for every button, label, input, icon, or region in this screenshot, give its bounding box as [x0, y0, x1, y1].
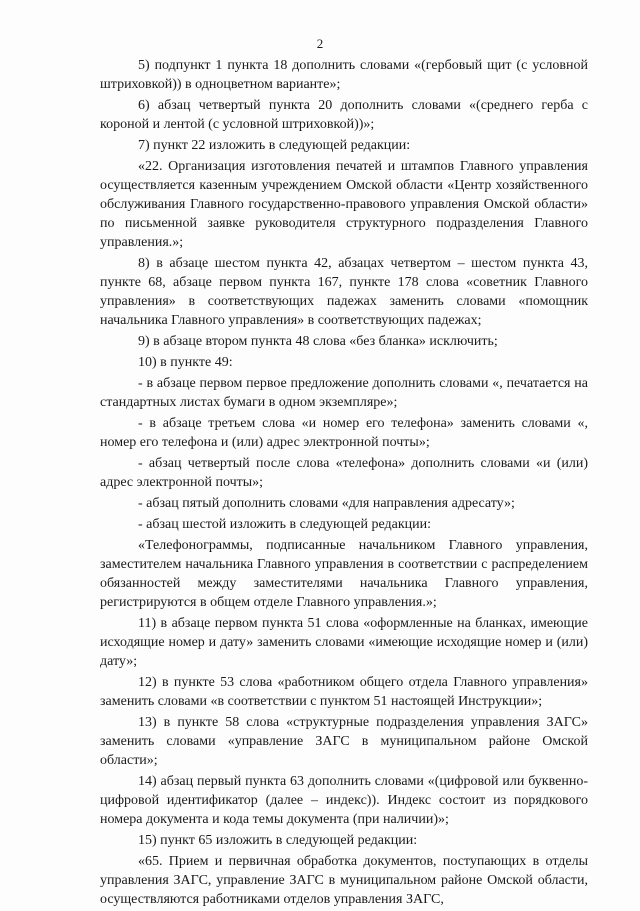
list-item: - абзац четвертый после слова «телефона» дополнить словами «и (или) адрес электронной почты»;: [100, 456, 588, 490]
paragraph: 9) в абзаце втором пункта 48 слова «без бланка» исключить;: [138, 334, 498, 349]
paragraph: 14) абзац первый пункта 63 дополнить словами «(цифровой или буквенно-цифровой идентификатор (далее – индекс)). Индекс состоит из порядкового номера документа и кода темы документа (при наличии)»;: [100, 774, 588, 827]
paragraph: «Телефонограммы, подписанные начальником Главного управления, заместителем начальника Главного управления в соответствии с распределением обязанностей между заместителями начальника Главного управления, регистрируются в общем отделе Главного управления.»;: [100, 538, 588, 610]
paragraph: 11) в абзаце первом пункта 51 слова «оформленные на бланках, имеющие исходящие номер и дату» заменить словами «имеющие исходящие номер и (или) дату»;: [100, 616, 588, 669]
paragraph: «65. Прием и первичная обработка документов, поступающих в отделы управления ЗАГС, управление ЗАГС в муниципальном районе Омской области, осуществляются работниками отделов управления ЗАГС,: [100, 854, 588, 907]
paragraph: «22. Организация изготовления печатей и штампов Главного управления осуществляется казенным учреждением Омской области «Центр хозяйственного обслуживания Главного государственно-правового управления Омской области» по письменной заявке руководителя структурного подразделения Главного управления.»;: [100, 159, 588, 250]
paragraph: 12) в пункте 53 слова «работником общего отдела Главного управления» заменить словами «в соответствии с пунктом 51 настоящей Инструкции»;: [100, 675, 588, 709]
paragraph: 6) абзац четвертый пункта 20 дополнить словами «(среднего герба с короной и лентой (с условной штриховкой))»;: [100, 98, 588, 132]
list-item: - в абзаце третьем слова «и номер его телефона» заменить словами «, номер его телефона и (или) адрес электронной почты»;: [100, 416, 588, 450]
list-item: - в абзаце первом первое предложение дополнить словами «, печатается на стандартных листах бумаги в одном экземпляре»;: [100, 376, 588, 410]
paragraph: 10) в пункте 49:: [138, 355, 233, 370]
paragraph: 7) пункт 22 изложить в следующей редакции:: [138, 138, 411, 153]
page-number: 2: [316, 36, 324, 51]
paragraph: 15) пункт 65 изложить в следующей редакции:: [138, 833, 418, 848]
list-item: - абзац пятый дополнить словами «для направления адресату»;: [138, 496, 515, 511]
paragraph: 13) в пункте 58 слова «структурные подразделения управления ЗАГС» заменить словами «управление ЗАГС в муниципальном районе Омской области»;: [100, 715, 588, 768]
document-body: [100, 56, 588, 911]
paragraph: 5) подпункт 1 пункта 18 дополнить словами «(гербовый щит (с условной штриховкой)) в одноцветном варианте»;: [100, 58, 588, 92]
paragraph: 8) в абзаце шестом пункта 42, абзацах четвертом – шестом пункта 43, пункте 68, абзаце первом пункта 167, пункте 178 слова «советник Главного управления» в соответствующих падежах заменить словами «помощник начальника Главного управления» в соответствующих падежах;: [100, 256, 588, 328]
list-item: - абзац шестой изложить в следующей редакции:: [138, 517, 431, 532]
